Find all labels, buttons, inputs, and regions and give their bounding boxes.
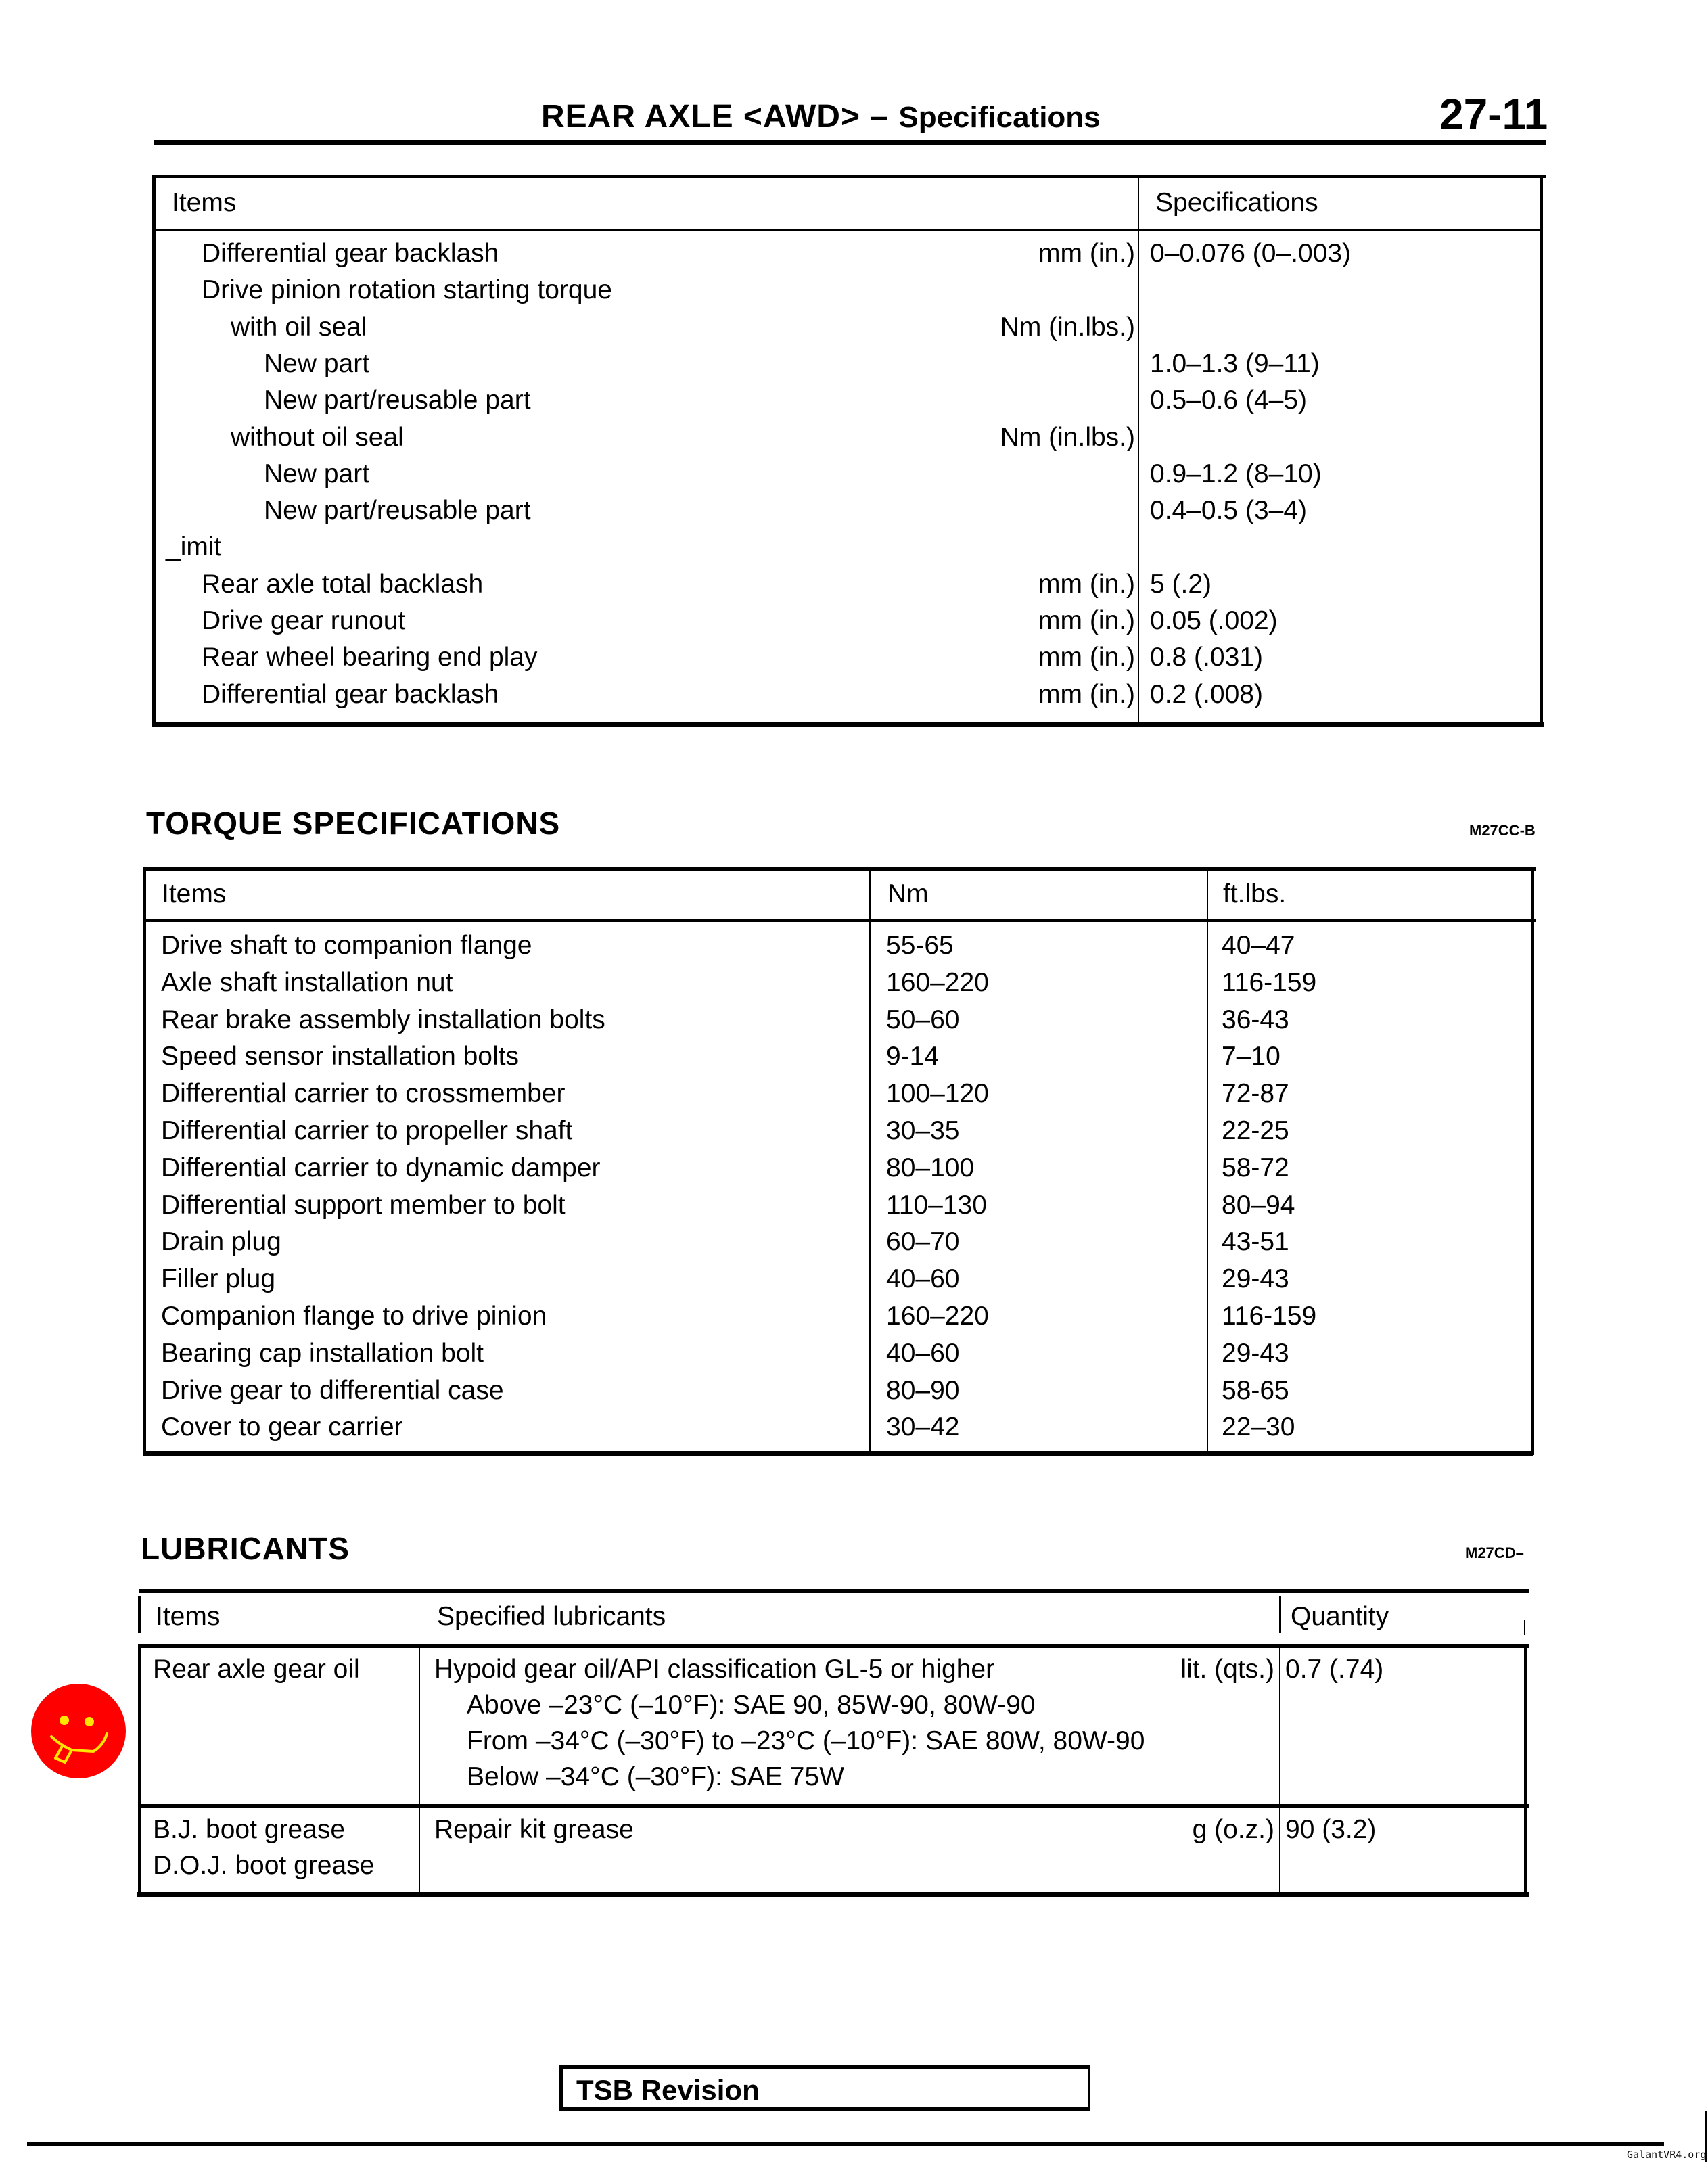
lub-row-item: D.O.J. boot grease (153, 1851, 375, 1880)
smiley-face-circle (31, 1684, 126, 1778)
torque-border-top (143, 867, 1536, 871)
torque-row-nm: 55-65 (886, 931, 954, 960)
spec-row-item: Drive pinion rotation starting torque (202, 275, 612, 305)
lub-header-items: Items (156, 1602, 221, 1631)
title-main: REAR AXLE (541, 99, 743, 135)
torque-row-item: Bearing cap installation bolt (161, 1338, 484, 1368)
spec-row-item: without oil seal (231, 422, 404, 452)
spec-row-item: Rear wheel bearing end play (202, 643, 538, 672)
torque-row-ftlbs: 116-159 (1222, 1302, 1317, 1331)
spec-row-item: Rear axle total backlash (202, 569, 484, 599)
header-rule (154, 140, 1546, 145)
torque-row-item: Drive gear to differential case (161, 1375, 504, 1405)
torque-row-ftlbs: 58-72 (1222, 1153, 1289, 1182)
torque-row-ftlbs: 40–47 (1222, 931, 1295, 960)
column-header-items: Items (172, 188, 237, 217)
torque-header-items: Items (162, 879, 227, 908)
spec-row-item: New part/reusable part (264, 386, 531, 415)
torque-row-nm: 110–130 (886, 1190, 987, 1220)
spec-row-unit: mm (in.) (1038, 569, 1135, 599)
spec-row-value: 0.2 (.008) (1150, 679, 1263, 709)
spec-row-item: Drive gear runout (202, 606, 406, 635)
spec-row-item: _imit (166, 532, 222, 562)
torque-row-item: Differential carrier to dynamic damper (161, 1153, 601, 1182)
spec-row-value: 0.4–0.5 (3–4) (1150, 496, 1308, 526)
spec-row-item: with oil seal (231, 312, 367, 342)
lub-row-item: Rear axle gear oil (153, 1655, 360, 1684)
torque-row-item: Drain plug (161, 1227, 281, 1257)
watermark: GalantVR4.org (1627, 2148, 1707, 2161)
spec-row-unit: mm (in.) (1038, 643, 1135, 672)
torque-row-ftlbs: 7–10 (1222, 1042, 1280, 1072)
torque-row-ftlbs: 43-51 (1222, 1227, 1289, 1257)
table-border-left (152, 175, 156, 727)
torque-row-item: Cover to gear carrier (161, 1412, 403, 1442)
torque-row-nm: 30–42 (886, 1412, 960, 1442)
torque-row-nm: 80–100 (886, 1153, 975, 1182)
lub-border-right (1524, 1644, 1527, 1895)
lub-row-unit: lit. (qts.) (1180, 1655, 1274, 1684)
torque-row-nm: 60–70 (886, 1227, 960, 1257)
lub-header-quantity: Quantity (1291, 1602, 1389, 1631)
lub-border-top (139, 1589, 1529, 1593)
torque-row-item: Companion flange to drive pinion (161, 1302, 547, 1331)
tsb-revision-box (559, 2065, 1090, 2111)
spec-row-unit: mm (in.) (1038, 239, 1135, 268)
torque-border-right (1531, 867, 1534, 1455)
torque-row-item: Rear brake assembly installation bolts (161, 1005, 605, 1034)
torque-divider-ftlbs (1207, 867, 1208, 1455)
lub-row-lubricant-line: Below –34°C (–30°F): SAE 75W (467, 1762, 844, 1791)
torque-row-nm: 160–220 (886, 967, 989, 997)
torque-row-item: Axle shaft installation nut (161, 967, 453, 997)
smiley-left-eye (60, 1716, 69, 1725)
torque-row-ftlbs: 58-65 (1222, 1375, 1289, 1405)
torque-row-item: Differential carrier to propeller shaft (161, 1116, 573, 1145)
torque-header-ftlbs: ft.lbs. (1223, 879, 1287, 908)
torque-row-item: Differential carrier to crossmember (161, 1079, 566, 1109)
torque-row-item: Drive shaft to companion flange (161, 931, 532, 960)
spec-row-value: 0.8 (.031) (1150, 643, 1263, 672)
torque-row-nm: 80–90 (886, 1375, 960, 1405)
torque-row-nm: 30–35 (886, 1116, 960, 1145)
lub-row-lubricant-line: Above –23°C (–10°F): SAE 90, 85W-90, 80W-90 (467, 1690, 1036, 1720)
lub-row-quantity: 0.7 (.74) (1285, 1655, 1384, 1684)
torque-row-nm: 160–220 (886, 1302, 989, 1331)
table-border-bottom (152, 722, 1544, 727)
torque-row-ftlbs: 29-43 (1222, 1338, 1289, 1368)
spec-row-value: 0.9–1.2 (8–10) (1150, 459, 1322, 488)
torque-row-ftlbs: 80–94 (1222, 1190, 1295, 1220)
lub-row-divider (138, 1804, 1529, 1808)
torque-row-item: Speed sensor installation bolts (161, 1042, 519, 1072)
lub-divider-quantity (1279, 1644, 1280, 1895)
torque-section-code: M27CC-B (1469, 822, 1536, 839)
torque-row-nm: 40–60 (886, 1264, 960, 1294)
torque-row-ftlbs: 29-43 (1222, 1264, 1289, 1294)
lub-header-specified: Specified lubricants (437, 1602, 666, 1631)
torque-row-item: Differential support member to bolt (161, 1190, 566, 1220)
lub-row-quantity: 90 (3.2) (1285, 1815, 1377, 1844)
smiley-face-icon (27, 1680, 130, 1782)
lub-header-right-tick (1524, 1620, 1525, 1635)
spec-row-item: Differential gear backlash (202, 679, 499, 709)
lub-row-lubricant-line: From –34°C (–30°F) to –23°C (–10°F): SAE 80W, 80W-90 (467, 1726, 1145, 1755)
spec-row-unit: mm (in.) (1038, 606, 1135, 635)
lub-row-unit: g (o.z.) (1192, 1815, 1274, 1844)
lub-row-lubricant-line: Repair kit grease (434, 1815, 634, 1844)
table-border-top (154, 175, 1546, 178)
torque-border-bottom (143, 1451, 1533, 1456)
lubricants-section-code: M27CD– (1465, 1544, 1524, 1561)
torque-row-ftlbs: 22–30 (1222, 1412, 1295, 1442)
spec-row-value: 1.0–1.3 (9–11) (1150, 348, 1320, 378)
lub-row-lubricant-line: Hypoid gear oil/API classification GL-5 or higher (434, 1655, 995, 1684)
spec-row-item: Differential gear backlash (202, 239, 499, 268)
lub-header-left-tick (138, 1596, 141, 1633)
torque-row-ftlbs: 22-25 (1222, 1116, 1289, 1145)
lub-border-left (138, 1644, 141, 1895)
torque-row-ftlbs: 116-159 (1222, 967, 1317, 997)
title-dash: – (860, 99, 899, 135)
spec-row-unit: Nm (in.lbs.) (1000, 312, 1135, 342)
tsb-revision-label: TSB Revision (576, 2074, 760, 2106)
spec-row-item: New part (264, 348, 370, 378)
torque-divider-nm (869, 867, 871, 1455)
torque-row-nm: 50–60 (886, 1005, 960, 1034)
title-sub: Specifications (898, 101, 1101, 134)
lub-row-item: B.J. boot grease (153, 1815, 346, 1844)
spec-row-value: 0–0.076 (0–.003) (1150, 239, 1352, 268)
torque-header-nm: Nm (887, 879, 929, 908)
torque-row-item: Filler plug (161, 1264, 276, 1294)
page-title (541, 98, 1101, 135)
torque-border-left (143, 867, 146, 1455)
title-bracket: <AWD> (743, 99, 860, 135)
lub-header-quantity-divider (1279, 1596, 1281, 1633)
page-number: 27-11 (1439, 90, 1548, 139)
lub-header-divider (138, 1644, 1529, 1648)
lubricants-section-title: LUBRICANTS (141, 1531, 350, 1566)
spec-row-item: New part (264, 459, 370, 488)
smiley-right-eye (85, 1717, 94, 1726)
column-divider (1138, 175, 1139, 727)
bottom-rule (27, 2142, 1664, 2146)
torque-row-ftlbs: 72-87 (1222, 1079, 1289, 1109)
column-header-specifications: Specifications (1155, 188, 1318, 217)
header-divider (154, 229, 1542, 231)
torque-row-nm: 9-14 (886, 1042, 940, 1072)
table-border-right (1540, 175, 1543, 727)
torque-row-nm: 100–120 (886, 1079, 989, 1109)
torque-row-ftlbs: 36-43 (1222, 1005, 1289, 1034)
spec-row-item: New part/reusable part (264, 496, 531, 526)
torque-section-title: TORQUE SPECIFICATIONS (146, 806, 561, 841)
spec-row-value: 0.5–0.6 (4–5) (1150, 386, 1308, 415)
torque-row-nm: 40–60 (886, 1338, 960, 1368)
lub-divider-lubricants (419, 1644, 420, 1895)
lub-border-bottom (137, 1892, 1529, 1897)
spec-row-unit: mm (in.) (1038, 679, 1135, 709)
torque-header-divider (143, 919, 1536, 922)
spec-row-value: 5 (.2) (1150, 569, 1212, 599)
spec-row-unit: Nm (in.lbs.) (1000, 422, 1135, 452)
spec-row-value: 0.05 (.002) (1150, 606, 1278, 635)
